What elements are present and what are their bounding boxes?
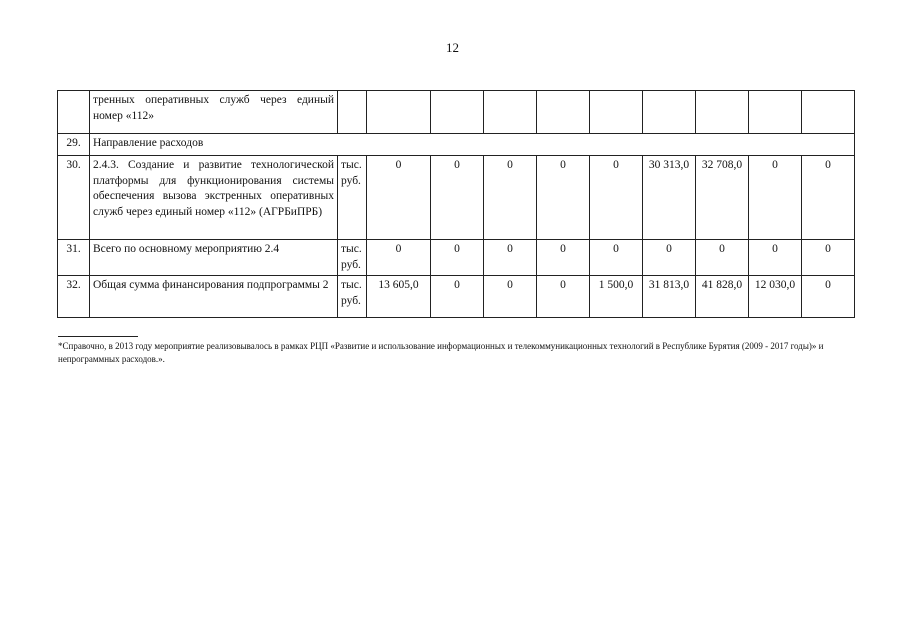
value-cell: [749, 91, 802, 134]
value-cell: 32 708,0: [696, 156, 749, 240]
value-cell: 31 813,0: [643, 276, 696, 318]
value-cell: 41 828,0: [696, 276, 749, 318]
table-row: [58, 276, 855, 318]
value-cell: 0: [484, 276, 537, 318]
value-cell: [367, 91, 431, 134]
value-cell: [590, 91, 643, 134]
page-number: 12: [446, 40, 459, 55]
value-cell: 30 313,0: [643, 156, 696, 240]
value-cell: 0: [802, 276, 855, 318]
value-cell: 0: [749, 156, 802, 240]
row-description: Общая сумма финансирования подпрограммы 2: [90, 276, 338, 318]
row-number: 31.: [58, 240, 90, 276]
table-body: [58, 91, 855, 318]
table-row: [58, 240, 855, 276]
value-cell: 0: [537, 276, 590, 318]
footnote: *Справочно, в 2013 году мероприятие реализовывалось в рамках РЦП «Развитие и использование информационных и телекоммуникационных технологий в Республике Бурятия (2009 - 2017 годы)» и непрограммных расходов.».: [58, 341, 824, 364]
value-cell: [431, 91, 484, 134]
value-cell: 0: [431, 156, 484, 240]
row-description: Всего по основному мероприятию 2.4: [90, 240, 338, 276]
value-cell: 0: [537, 156, 590, 240]
table-row: [58, 91, 855, 134]
table-row: [58, 156, 855, 240]
value-cell: 0: [484, 156, 537, 240]
value-cell: 0: [643, 240, 696, 276]
value-cell: 0: [590, 240, 643, 276]
value-cell: 0: [590, 156, 643, 240]
value-cell: 0: [367, 156, 431, 240]
footnote-divider: [58, 336, 138, 337]
value-cell: [537, 91, 590, 134]
value-cell: 0: [749, 240, 802, 276]
row-number: [58, 91, 90, 134]
row-description: 2.4.3. Создание и развитие технологической платформы для функционирования системы обеспечения вызова экстренных оперативных служб через единый номер «112» (АГРБиПРБ): [90, 156, 338, 240]
value-cell: 0: [431, 276, 484, 318]
value-cell: 0: [802, 156, 855, 240]
value-cell: 0: [802, 240, 855, 276]
value-cell: 0: [537, 240, 590, 276]
value-cell: [802, 91, 855, 134]
row-number: 29.: [58, 134, 90, 156]
section-heading: Направление расходов: [90, 134, 855, 156]
value-cell: 12 030,0: [749, 276, 802, 318]
unit-cell: [338, 91, 367, 134]
value-cell: 0: [484, 240, 537, 276]
row-number: 30.: [58, 156, 90, 240]
value-cell: [643, 91, 696, 134]
value-cell: 0: [696, 240, 749, 276]
value-cell: 1 500,0: [590, 276, 643, 318]
unit-cell: тыс. руб.: [338, 276, 367, 318]
value-cell: 0: [367, 240, 431, 276]
row-number: 32.: [58, 276, 90, 318]
value-cell: [484, 91, 537, 134]
unit-cell: тыс. руб.: [338, 156, 367, 240]
value-cell: 13 605,0: [367, 276, 431, 318]
table-row: [58, 134, 855, 156]
value-cell: 0: [431, 240, 484, 276]
row-description: тренных оперативных служб через единый номер «112»: [90, 91, 338, 134]
financing-table: [57, 90, 855, 318]
value-cell: [696, 91, 749, 134]
unit-cell: тыс. руб.: [338, 240, 367, 276]
